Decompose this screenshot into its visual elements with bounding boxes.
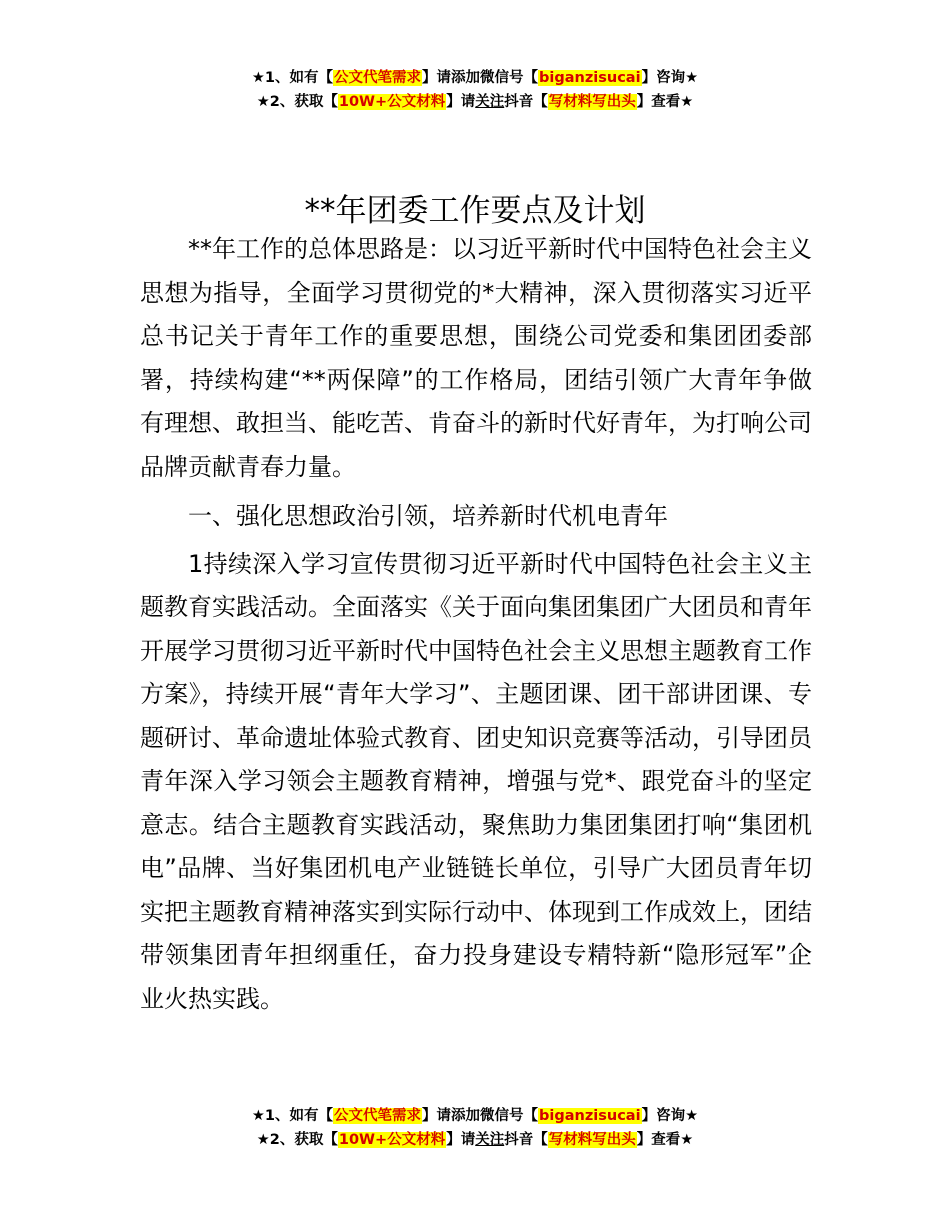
promo-line-2: ★2、获取【10W+公文材料】请关注抖音【写材料写出头】查看★: [256, 1132, 694, 1148]
highlight-wechat-id: biganzisucai: [539, 70, 641, 86]
promo-line-1: ★1、如有【公文代笔需求】请添加微信号【biganzisucai】咨询★: [251, 1108, 699, 1124]
document-body: [140, 228, 812, 1021]
section-heading-1: 一、强化思想政治引领，培养新时代机电青年: [188, 502, 668, 530]
header-promo-banner: [0, 66, 950, 114]
document-title: **年团委工作要点及计划: [304, 192, 646, 229]
highlight-service: 公文代笔需求: [334, 1108, 422, 1124]
promo-line-2: ★2、获取【10W+公文材料】请关注抖音【写材料写出头】查看★: [256, 94, 694, 110]
promo-line-1: ★1、如有【公文代笔需求】请添加微信号【biganzisucai】咨询★: [251, 70, 699, 86]
underlined-follow: 关注: [475, 1132, 505, 1148]
underlined-follow: 关注: [475, 94, 505, 110]
highlight-service: 公文代笔需求: [334, 70, 422, 86]
highlight-materials: 10W+公文材料: [338, 1132, 446, 1148]
section-item-1: 1持续深入学习宣传贯彻习近平新时代中国特色社会主义主题教育实践活动。全面落实《关于面向集团集团广大团员和青年开展学习贯彻习近平新时代中国特色社会主义思想主题教育工作方案》，持续开展“青年大学习”、主题团课、团干部讲团课、专题研讨、革命遗址体验式教育、团史知识竞赛等活动，引导团员青年深入学习领会主题教育精神，增强与党*、跟党奋斗的坚定意志。结合主题教育实践活动，聚焦助力集团集团打响“集团机电”品牌、当好集团机电产业链链长单位，引导广大团员青年切实把主题教育精神落实到实际行动中、体现到工作成效上，团结带领集团青年担纲重任，奋力投身建设专精特新“隐形冠军”企业火热实践。: [140, 549, 812, 1013]
intro-paragraph: **年工作的总体思路是：以习近平新时代中国特色社会主义思想为指导，全面学习贯彻党的*大精神，深入贯彻落实习近平总书记关于青年工作的重要思想，围绕公司党委和集团团委部署，持续构建“**两保障”的工作格局，团结引领广大青年争做有理想、敢担当、能吃苦、肯奋斗的新时代好青年，为打响公司品牌贡献青春力量。: [140, 235, 812, 481]
highlight-douyin-account: 写材料写出头: [548, 1132, 636, 1148]
highlight-douyin-account: 写材料写出头: [548, 94, 636, 110]
highlight-materials: 10W+公文材料: [338, 94, 446, 110]
footer-promo-banner: [0, 1104, 950, 1152]
highlight-wechat-id: biganzisucai: [539, 1108, 641, 1124]
